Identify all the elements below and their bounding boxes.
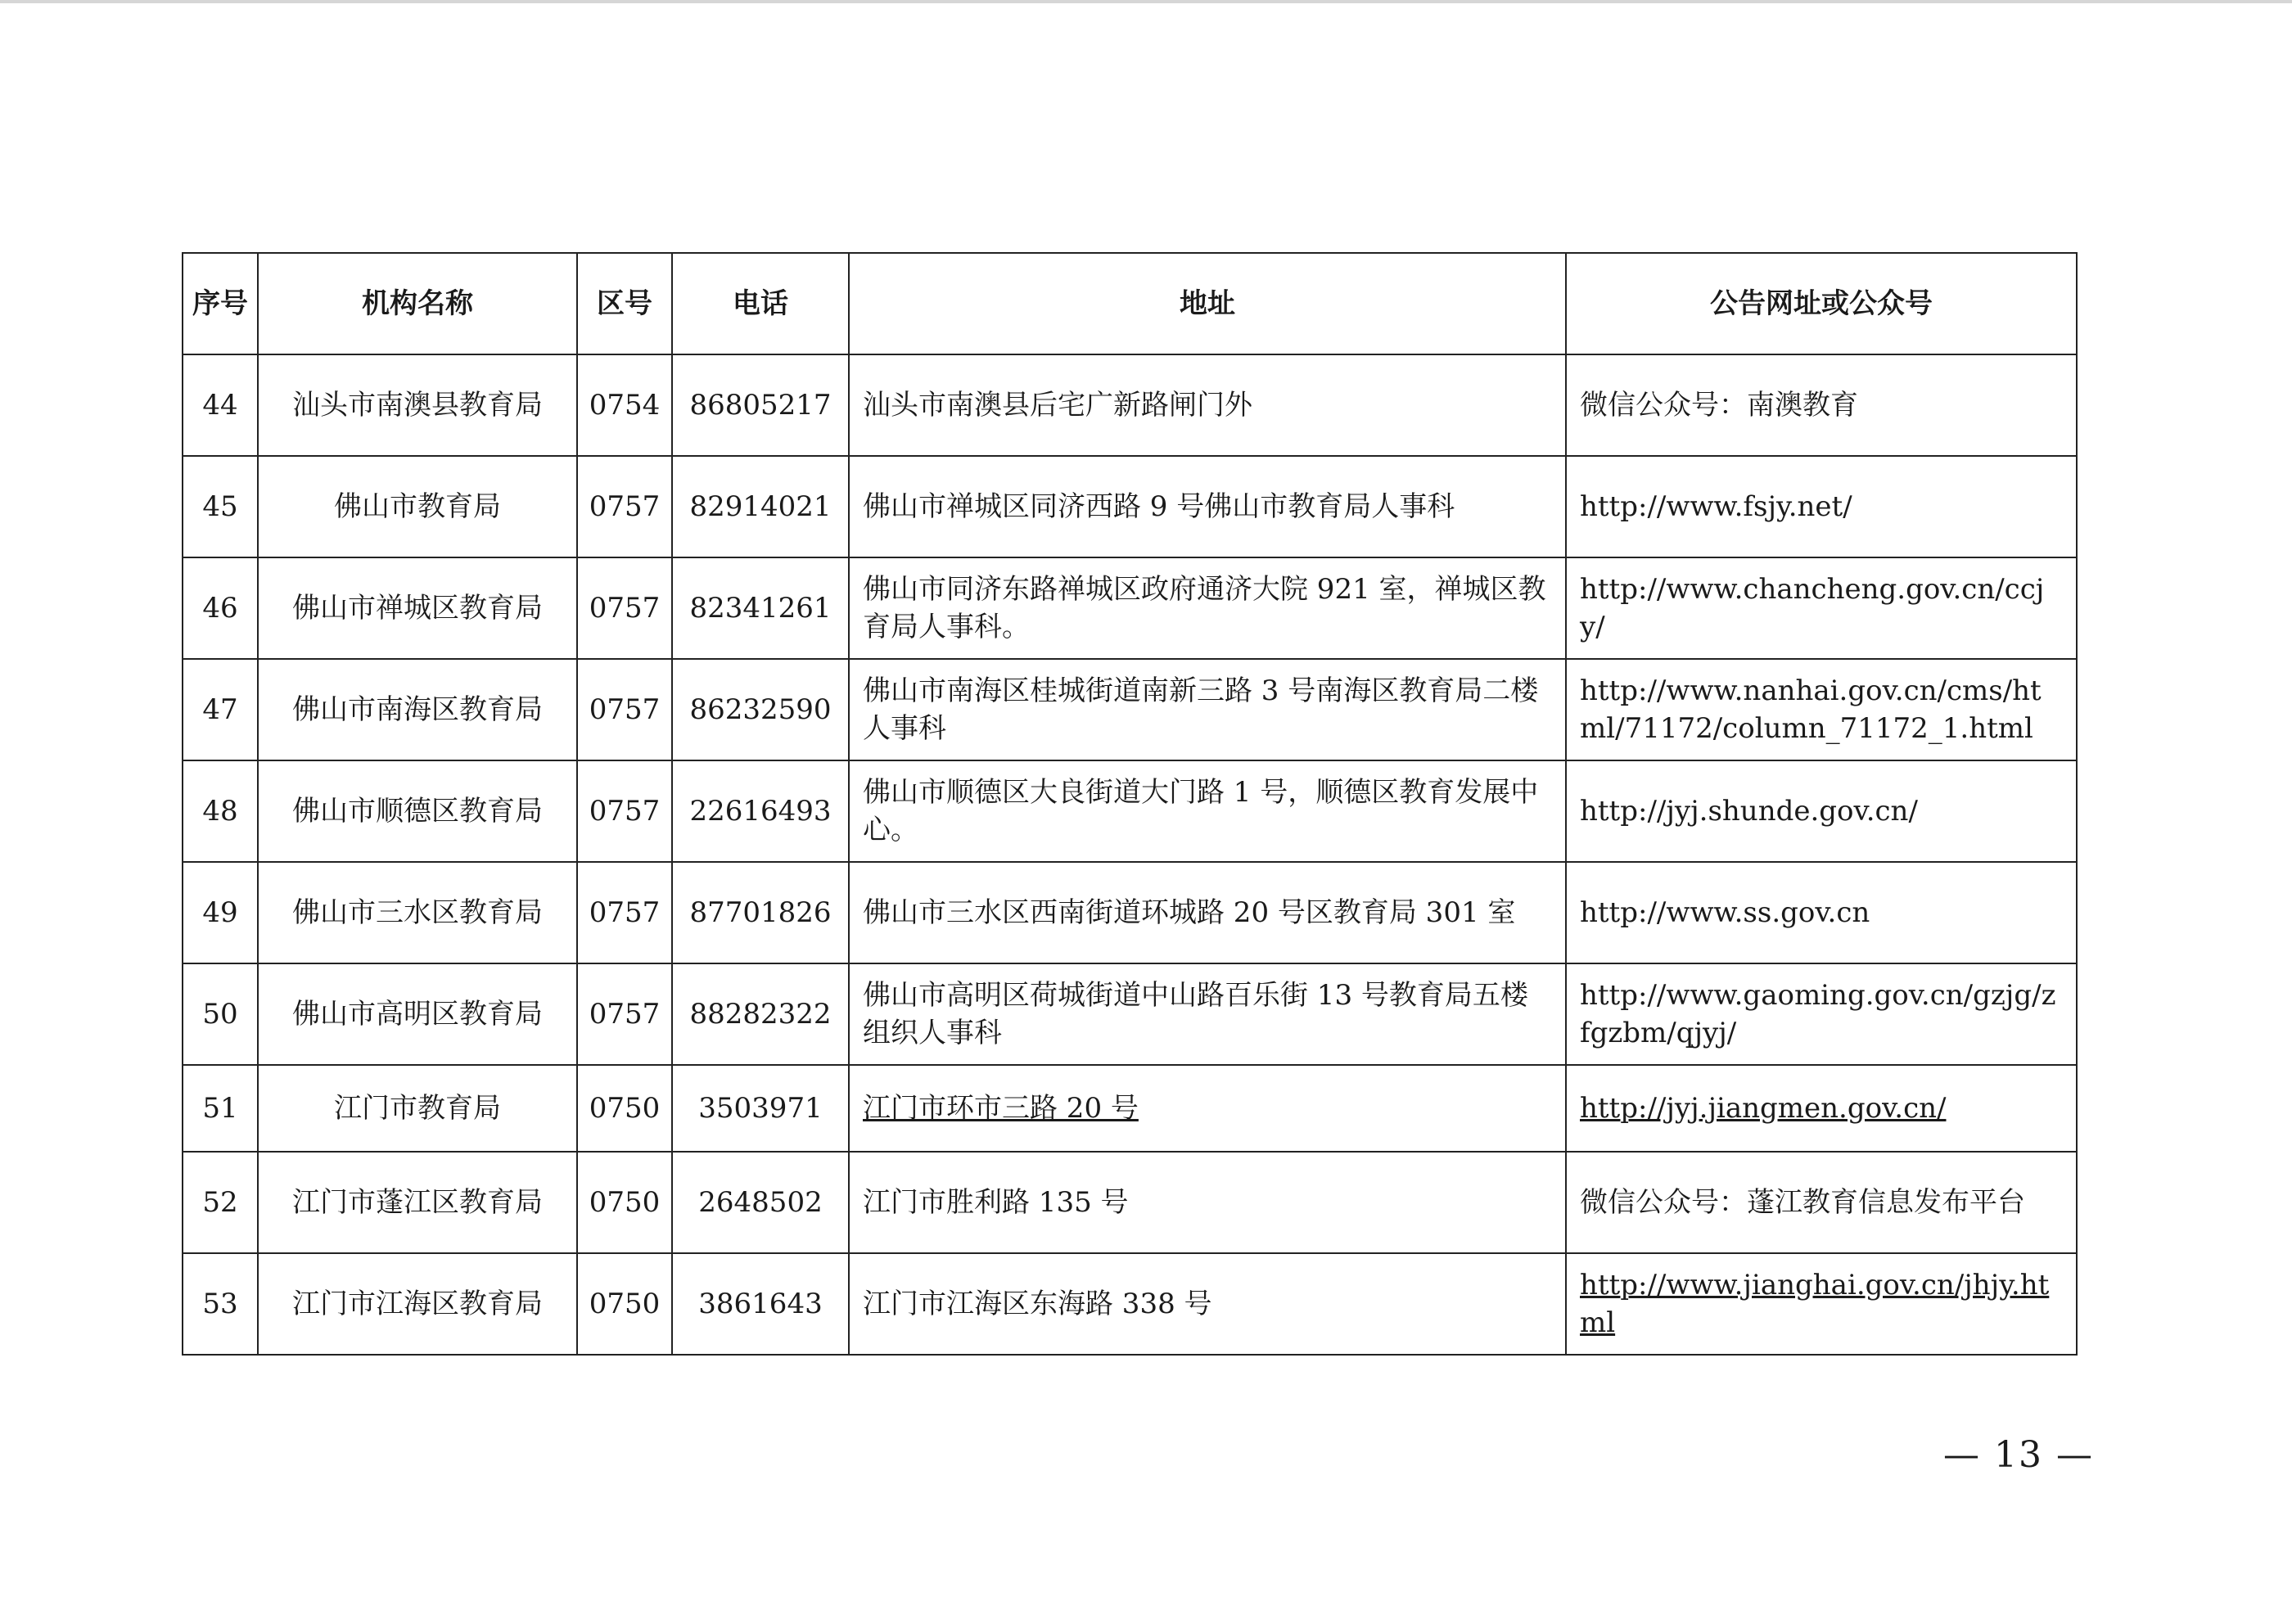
row-website: http://www.gaoming.gov.cn/gzjg/zfgzbm/qjyj/	[1566, 963, 2077, 1065]
row-area-code: 0757	[577, 659, 672, 760]
row-website: http://www.chancheng.gov.cn/ccjy/	[1566, 557, 2077, 659]
row-website: 微信公众号：南澳教育	[1566, 354, 2077, 456]
row-phone: 87701826	[672, 862, 849, 963]
table-row	[183, 557, 2077, 659]
row-name: 江门市蓬江区教育局	[258, 1152, 577, 1253]
row-website: http://www.ss.gov.cn	[1566, 862, 2077, 963]
row-phone: 3861643	[672, 1253, 849, 1355]
row-name: 佛山市顺德区教育局	[258, 760, 577, 862]
row-website: 微信公众号：蓬江教育信息发布平台	[1566, 1152, 2077, 1253]
table-row	[183, 456, 2077, 557]
row-no: 51	[183, 1065, 258, 1152]
row-address: 佛山市同济东路禅城区政府通济大院 921 室，禅城区教育局人事科。	[849, 557, 1566, 659]
row-phone: 86805217	[672, 354, 849, 456]
table-header-row	[183, 253, 2077, 354]
row-area-code: 0757	[577, 760, 672, 862]
row-no: 44	[183, 354, 258, 456]
row-no: 49	[183, 862, 258, 963]
row-name: 汕头市南澳县教育局	[258, 354, 577, 456]
row-area-code: 0754	[577, 354, 672, 456]
header-area-code: 区号	[577, 253, 672, 354]
header-name: 机构名称	[258, 253, 577, 354]
row-name: 江门市江海区教育局	[258, 1253, 577, 1355]
row-name: 佛山市高明区教育局	[258, 963, 577, 1065]
row-no: 53	[183, 1253, 258, 1355]
row-no: 50	[183, 963, 258, 1065]
row-phone: 2648502	[672, 1152, 849, 1253]
row-name: 佛山市三水区教育局	[258, 862, 577, 963]
row-phone: 82914021	[672, 456, 849, 557]
page-number: — 13 —	[1943, 1434, 2094, 1476]
row-no: 46	[183, 557, 258, 659]
row-no: 47	[183, 659, 258, 760]
table-row	[183, 354, 2077, 456]
row-area-code: 0757	[577, 963, 672, 1065]
row-address: 江门市江海区东海路 338 号	[849, 1253, 1566, 1355]
row-address: 佛山市高明区荷城街道中山路百乐街 13 号教育局五楼组织人事科	[849, 963, 1566, 1065]
header-phone: 电话	[672, 253, 849, 354]
row-address: 佛山市禅城区同济西路 9 号佛山市教育局人事科	[849, 456, 1566, 557]
table-row	[183, 862, 2077, 963]
row-address: 佛山市南海区桂城街道南新三路 3 号南海区教育局二楼人事科	[849, 659, 1566, 760]
row-area-code: 0757	[577, 557, 672, 659]
row-name: 佛山市南海区教育局	[258, 659, 577, 760]
row-phone: 82341261	[672, 557, 849, 659]
row-phone: 22616493	[672, 760, 849, 862]
table-row	[183, 1253, 2077, 1355]
row-address: 江门市环市三路 20 号	[849, 1065, 1566, 1152]
row-address: 佛山市三水区西南街道环城路 20 号区教育局 301 室	[849, 862, 1566, 963]
table-row	[183, 760, 2077, 862]
header-no: 序号	[183, 253, 258, 354]
row-no: 52	[183, 1152, 258, 1253]
row-address: 江门市胜利路 135 号	[849, 1152, 1566, 1253]
row-website-link[interactable]: http://www.jianghai.gov.cn/jhjy.html	[1566, 1253, 2077, 1355]
row-area-code: 0750	[577, 1152, 672, 1253]
row-address: 佛山市顺德区大良街道大门路 1 号，顺德区教育发展中心。	[849, 760, 1566, 862]
row-website-link[interactable]: http://jyj.jiangmen.gov.cn/	[1566, 1065, 2077, 1152]
row-no: 48	[183, 760, 258, 862]
table-row	[183, 963, 2077, 1065]
row-name: 佛山市禅城区教育局	[258, 557, 577, 659]
scan-top-edge	[0, 0, 2292, 3]
row-area-code: 0757	[577, 456, 672, 557]
row-address: 汕头市南澳县后宅广新路闸门外	[849, 354, 1566, 456]
education-bureau-directory-table	[182, 252, 2078, 1356]
row-name: 佛山市教育局	[258, 456, 577, 557]
row-website: http://www.fsjy.net/	[1566, 456, 2077, 557]
row-no: 45	[183, 456, 258, 557]
header-address: 地址	[849, 253, 1566, 354]
row-area-code: 0750	[577, 1065, 672, 1152]
row-phone: 88282322	[672, 963, 849, 1065]
row-area-code: 0750	[577, 1253, 672, 1355]
row-phone: 3503971	[672, 1065, 849, 1152]
table-row	[183, 659, 2077, 760]
row-area-code: 0757	[577, 862, 672, 963]
row-name: 江门市教育局	[258, 1065, 577, 1152]
table-row	[183, 1065, 2077, 1152]
row-phone: 86232590	[672, 659, 849, 760]
row-website: http://jyj.shunde.gov.cn/	[1566, 760, 2077, 862]
header-website: 公告网址或公众号	[1566, 253, 2077, 354]
row-website: http://www.nanhai.gov.cn/cms/html/71172/column_71172_1.html	[1566, 659, 2077, 760]
table-row	[183, 1152, 2077, 1253]
